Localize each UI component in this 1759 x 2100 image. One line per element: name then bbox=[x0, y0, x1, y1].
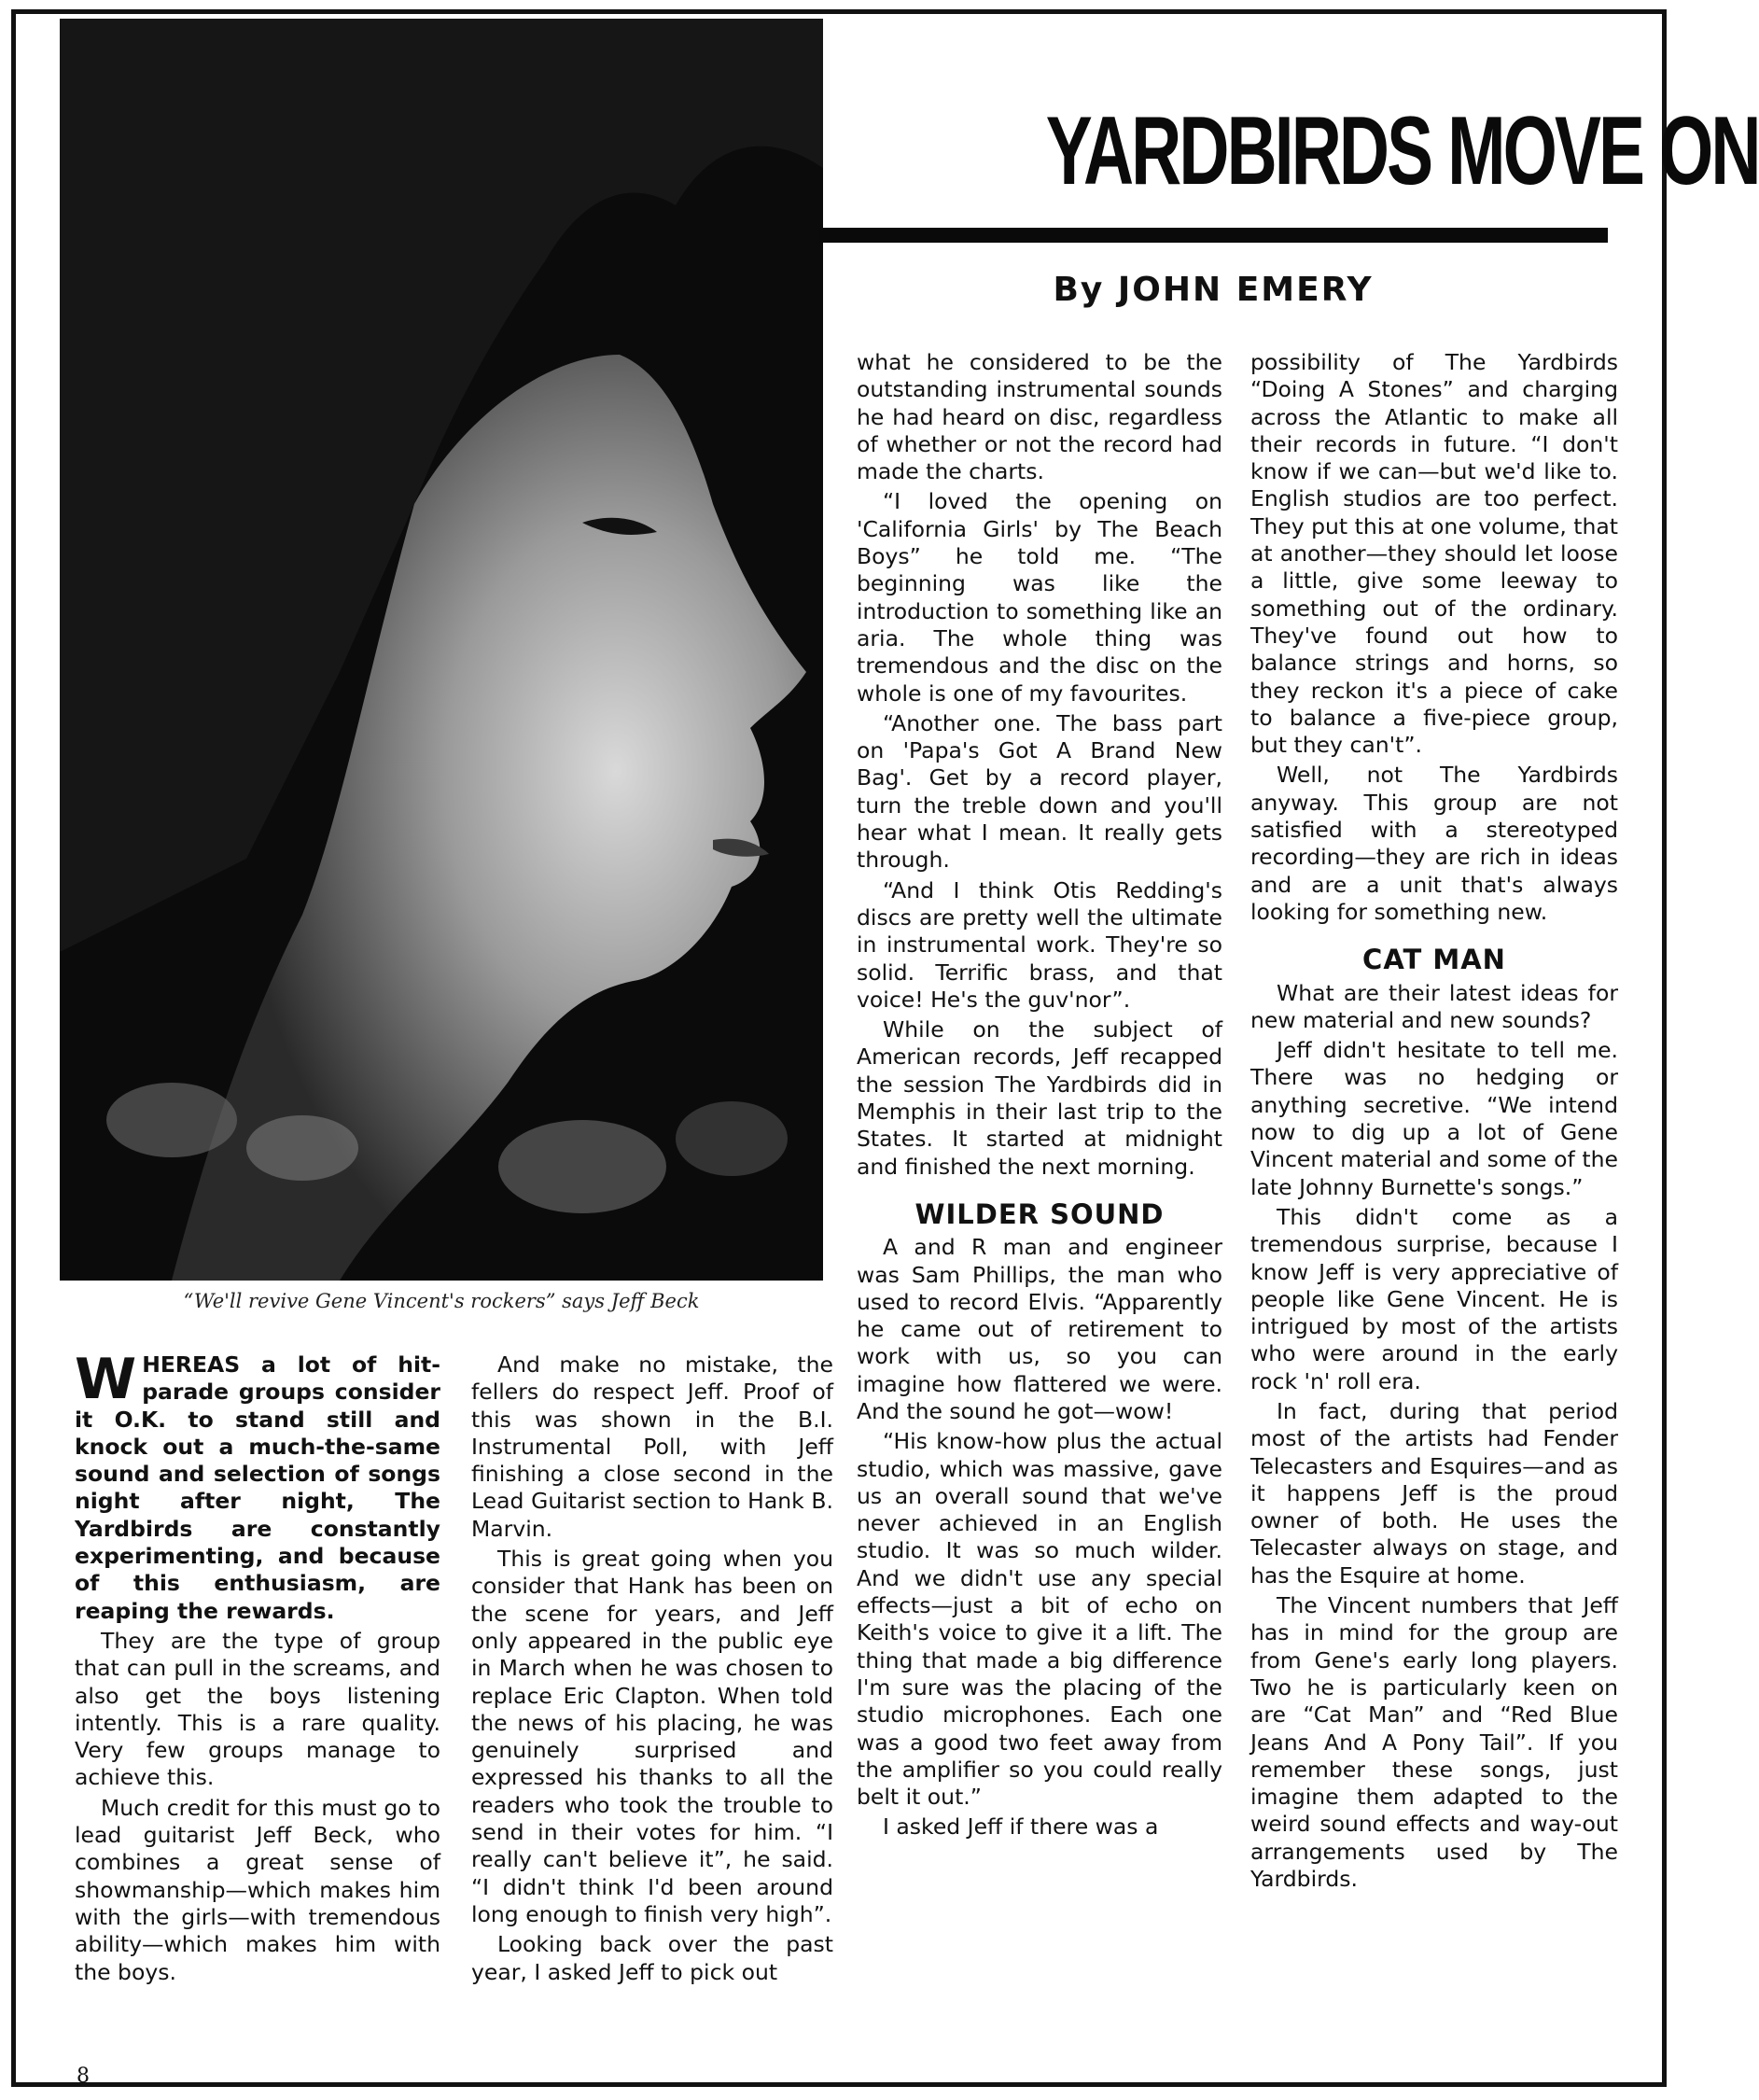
headline: YARDBIRDS MOVE ON bbox=[1045, 97, 1759, 205]
paragraph: I asked Jeff if there was a bbox=[883, 1813, 1159, 1841]
paragraph: “I loved the opening on 'California Girls' by The Beach Boys” he told me. “The beginning was like the introduction to something like an aria. The whole thing was tremendous and the disc on the whole is one of my favourites. bbox=[857, 488, 1222, 707]
subhead-cat-man: CAT MAN bbox=[1362, 944, 1506, 976]
paragraph: Much credit for this must go to lead guitarist Jeff Beck, who combines a great sense of showmanship—which makes him with the girls—with tremendous ability—which makes him with the boys. bbox=[75, 1794, 440, 1985]
paragraph: And make no mistake, the fellers do respect Jeff. Proof of this was shown in the B.I. Instrumental Poll, with Jeff finishing a close second in the Lead Guitarist section to Hank B. Marvin. bbox=[471, 1351, 833, 1542]
paragraph: “Another one. The bass part on 'Papa's Got A Brand New Bag'. Get by a record player, turn the treble down and you'll hear what I mean. It really gets through. bbox=[857, 709, 1222, 874]
paragraph: Jeff didn't hesitate to tell me. There was no hedging or anything secretive. “We intend now to dig up a lot of Gene Vincent material and some of the late Johnny Burnette's songs.” bbox=[1250, 1037, 1618, 1200]
paragraph: A and R man and engineer was Sam Phillips, the man who used to record Elvis. “Apparently he came out of retirement to work with us, so you can imagine how flattered we were. And the sound he got—wow! bbox=[857, 1234, 1222, 1424]
headline-rule bbox=[819, 228, 1608, 243]
paragraph: This didn't come as a tremendous surprise, because I know Jeff is very appreciative of people like Gene Vincent. He is intrigued by most of the artists who were around in the early rock 'n' roll era. bbox=[1250, 1203, 1618, 1394]
paragraph: In fact, during that period most of the artists had Fender Telecasters and Esquires—and as it happens Jeff is the proud owner of both. He uses the Telecaster always on stage, and has the Esquire at home. bbox=[1250, 1397, 1618, 1589]
jeff-beck-photo bbox=[60, 19, 823, 1281]
paragraph: This is great going when you consider that Hank has been on the scene for years, and Jeff only appeared in the public eye in March when he was chosen to replace Eric Clapton. When told the news of his placing, he was genuinely surprised and expressed his thanks to all the readers who took the trouble to send in their votes for him. “I really can't believe it”, he said. “I didn't think I'd been around long enough to finish very high”. bbox=[471, 1546, 833, 1927]
photo-caption: “We'll revive Gene Vincent's rockers” says Jeff Beck bbox=[183, 1290, 700, 1312]
byline: By JOHN EMERY bbox=[1053, 271, 1374, 309]
paragraph: “His know-how plus the actual studio, which was massive, gave us an overall sound that we've never achieved in an English studio. It was so much wilder. And we didn't use any special effects—just a bit of echo on Keith's voice to give it a lift. The thing that made a big difference I'm sure was the placing of the studio microphones. Each one was a good two feet away from the amplifier so you could really belt it out.” bbox=[857, 1428, 1222, 1811]
paragraph: Looking back over the past year, I asked Jeff to pick out bbox=[471, 1931, 833, 1985]
column-3 bbox=[857, 349, 1222, 1844]
lead-paragraph: WHEREAS a lot of hit-parade groups consider it O.K. to stand still and knock out a much-the-same sound and selection of songs night after night, The Yardbirds are constantly experimenting, and because of this enthusiasm, are reaping the rewards. bbox=[75, 1347, 440, 1624]
paragraph: Well, not The Yardbirds anyway. This group are not satisfied with a stereotyped recording—they are rich in ideas and are a unit that's always looking for something new. bbox=[1250, 762, 1618, 925]
column-1 bbox=[75, 1347, 440, 1989]
paragraph: What are their latest ideas for new material and new sounds? bbox=[1250, 979, 1618, 1033]
column-4 bbox=[1250, 349, 1618, 1896]
page-number: 8 bbox=[77, 2065, 90, 2088]
paragraph: While on the subject of American records, Jeff recapped the session The Yardbirds did in Memphis in their last trip to the States. It started at midnight and finished the next morning. bbox=[857, 1016, 1222, 1180]
paragraph: “And I think Otis Redding's discs are pretty well the ultimate in instrumental work. They're so solid. Terrific brass, and that voice! He's the guv'nor”. bbox=[857, 876, 1222, 1013]
paragraph: possibility of The Yardbirds “Doing A Stones” and charging across the Atlantic to make all their records in future. “I don't know if we can—but we'd like to. English studios are too perfect. They put this at one volume, that at another—they should let loose a little, give some leeway to something out of the ordinary. They've found out how to balance strings and horns, so they reckon it's a piece of cake to balance a five-piece group, but they can't”. bbox=[1250, 349, 1618, 759]
dropcap: W bbox=[75, 1347, 137, 1412]
paragraph: what he considered to be the outstanding instrumental sounds he had heard on disc, regardless of whether or not the record had made the charts. bbox=[857, 349, 1222, 485]
paragraph: They are the type of group that can pull in the screams, and also get the boys listening intently. This is a rare quality. Very few groups manage to achieve this. bbox=[75, 1627, 440, 1791]
column-2 bbox=[471, 1351, 833, 1989]
paragraph: The Vincent numbers that Jeff has in mind for the group are from Gene's early long players. Two he is particularly keen on are “Cat Man” and “Red Blue Jeans And A Pony Tail”. If you remember these songs, just imagine them adapted to the weird sound effects and way-out arrangements used by The Yardbirds. bbox=[1250, 1592, 1618, 1893]
subhead-wilder-sound: WILDER SOUND bbox=[914, 1197, 1165, 1230]
